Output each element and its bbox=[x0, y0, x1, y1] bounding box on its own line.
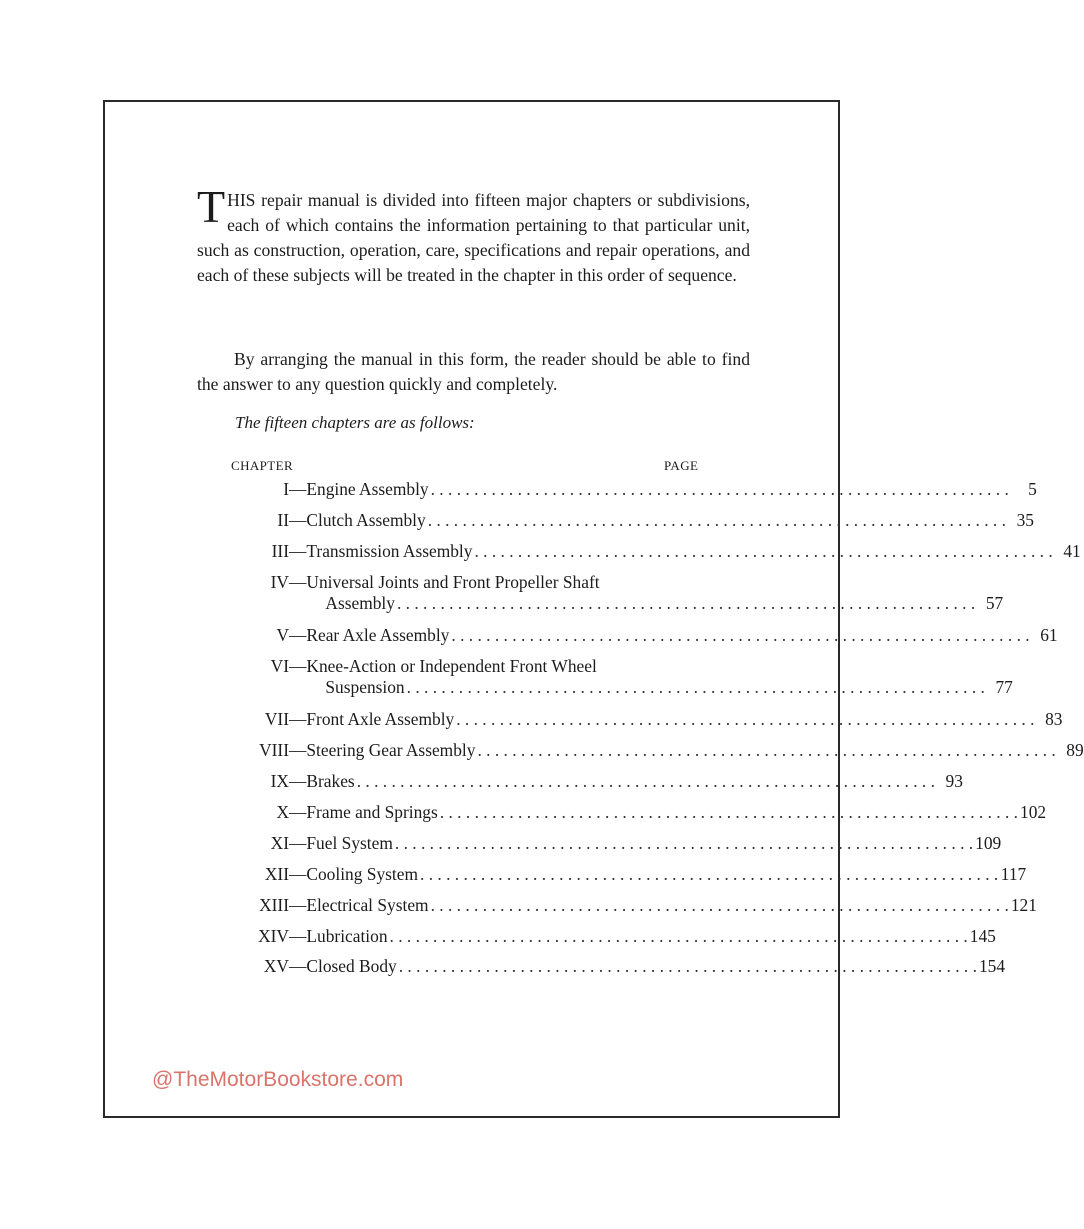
em-dash: — bbox=[289, 479, 307, 499]
toc-entry bbox=[231, 956, 1006, 977]
list-intro: The fifteen chapters are as follows: bbox=[235, 413, 475, 432]
page-number: 35 bbox=[1016, 510, 1034, 530]
chapter-column-header: CHAPTER bbox=[231, 458, 294, 473]
page-number: 154 bbox=[978, 956, 1006, 976]
em-dash: — bbox=[289, 572, 307, 592]
dot-leader bbox=[395, 833, 973, 854]
toc-entry bbox=[231, 926, 996, 947]
em-dash: — bbox=[289, 956, 307, 976]
em-dash: — bbox=[289, 656, 307, 676]
chapter-title: Steering Gear Assembly bbox=[306, 740, 476, 760]
page-number: 61 bbox=[1040, 625, 1058, 645]
toc-entry bbox=[231, 541, 1081, 562]
chapter-title: Knee-Action or Independent Front Wheel bbox=[306, 656, 597, 676]
dot-leader bbox=[357, 771, 935, 792]
toc-entry bbox=[231, 656, 1013, 700]
chapter-numeral: IV bbox=[270, 572, 289, 592]
dot-leader bbox=[390, 926, 968, 947]
page-number: 121 bbox=[1010, 895, 1037, 915]
chapter-numeral: V bbox=[276, 625, 289, 645]
toc-entry bbox=[231, 895, 1037, 916]
chapter-title: Brakes bbox=[306, 771, 355, 791]
dot-leader bbox=[440, 802, 1018, 823]
chapter-title: Engine Assembly bbox=[306, 479, 429, 499]
intro-paragraph bbox=[197, 181, 750, 288]
chapter-numeral: XII bbox=[264, 864, 289, 884]
page-number: 145 bbox=[969, 926, 996, 946]
chapter-title: Closed Body bbox=[306, 956, 397, 976]
dot-leader bbox=[399, 956, 977, 977]
toc-entry bbox=[231, 479, 1037, 500]
toc-entry bbox=[231, 864, 1027, 885]
toc-entry bbox=[231, 771, 963, 792]
page-number: 83 bbox=[1045, 709, 1063, 729]
chapter-numeral: VII bbox=[264, 709, 289, 729]
em-dash: — bbox=[289, 740, 307, 760]
chapter-numeral: VI bbox=[270, 656, 289, 676]
dot-leader bbox=[431, 479, 1009, 500]
chapter-numeral: XV bbox=[263, 956, 289, 976]
page-number: 41 bbox=[1063, 541, 1081, 561]
chapter-numeral: I bbox=[283, 479, 289, 499]
chapter-numeral: III bbox=[271, 541, 289, 561]
chapter-title: Transmission Assembly bbox=[306, 541, 473, 561]
page-number: 93 bbox=[945, 771, 963, 791]
em-dash: — bbox=[289, 895, 307, 915]
chapter-title: Rear Axle Assembly bbox=[306, 625, 450, 645]
chapter-title: Electrical System bbox=[306, 895, 429, 915]
chapter-title: Frame and Springs bbox=[306, 802, 438, 822]
em-dash: — bbox=[289, 541, 307, 561]
chapter-numeral: IX bbox=[270, 771, 289, 791]
dot-leader bbox=[397, 593, 975, 614]
dot-leader bbox=[428, 510, 1006, 531]
watermark: @TheMotorBookstore.com bbox=[152, 1068, 404, 1091]
page-number: 89 bbox=[1066, 740, 1084, 760]
dot-leader bbox=[474, 541, 1052, 562]
toc-entry bbox=[231, 625, 1058, 646]
dot-leader bbox=[451, 625, 1029, 646]
intro-paragraph-text: HIS repair manual is divided into fifteen major chapters or subdivisions, each of which contains the information pertaining to that particular unit, such as construction, operation, care, specifications and repair operations, and each of these subjects will be treated in the chapter in this order of sequence. bbox=[197, 190, 750, 285]
page-number: 77 bbox=[995, 677, 1013, 697]
page-number: 109 bbox=[975, 833, 1002, 853]
toc-entry bbox=[231, 740, 1084, 761]
drop-cap: T bbox=[197, 181, 226, 232]
chapter-title-continued: Suspension bbox=[325, 677, 405, 697]
em-dash: — bbox=[289, 802, 307, 822]
chapter-numeral: X bbox=[276, 802, 289, 822]
dot-leader bbox=[407, 677, 985, 698]
chapter-numeral: VIII bbox=[259, 740, 289, 760]
chapter-title: Cooling System bbox=[306, 864, 418, 884]
toc-entry bbox=[231, 833, 1002, 854]
chapter-title: Universal Joints and Front Propeller Shaft bbox=[306, 572, 600, 592]
toc-entry bbox=[231, 802, 1047, 823]
em-dash: — bbox=[289, 709, 307, 729]
page-number: 117 bbox=[1000, 864, 1027, 884]
chapter-title: Fuel System bbox=[306, 833, 393, 853]
chapter-numeral: II bbox=[277, 510, 289, 530]
toc-entry bbox=[231, 510, 1034, 531]
dot-leader bbox=[456, 709, 1034, 730]
em-dash: — bbox=[289, 771, 307, 791]
chapter-numeral: XIII bbox=[259, 895, 289, 915]
second-paragraph: By arranging the manual in this form, the reader should be able to find the answer to any question quickly and completely. bbox=[197, 349, 750, 394]
page-number: 5 bbox=[1028, 479, 1037, 499]
chapter-title: Clutch Assembly bbox=[306, 510, 426, 530]
dot-leader bbox=[420, 864, 998, 885]
page-number: 102 bbox=[1020, 802, 1047, 822]
em-dash: — bbox=[289, 926, 307, 946]
chapter-numeral: XI bbox=[270, 833, 289, 853]
chapter-title: Front Axle Assembly bbox=[306, 709, 455, 729]
em-dash: — bbox=[289, 625, 307, 645]
em-dash: — bbox=[289, 833, 307, 853]
chapter-title-continued: Assembly bbox=[325, 593, 395, 613]
em-dash: — bbox=[289, 864, 307, 884]
toc-entry bbox=[231, 709, 1063, 730]
chapter-title: Lubrication bbox=[306, 926, 388, 946]
page-number: 57 bbox=[985, 593, 1004, 613]
toc-entry bbox=[231, 572, 1004, 616]
dot-leader bbox=[431, 895, 1009, 916]
dot-leader bbox=[477, 740, 1055, 761]
page-column-header: PAGE bbox=[664, 458, 699, 473]
chapter-numeral: XIV bbox=[258, 926, 289, 946]
em-dash: — bbox=[289, 510, 307, 530]
